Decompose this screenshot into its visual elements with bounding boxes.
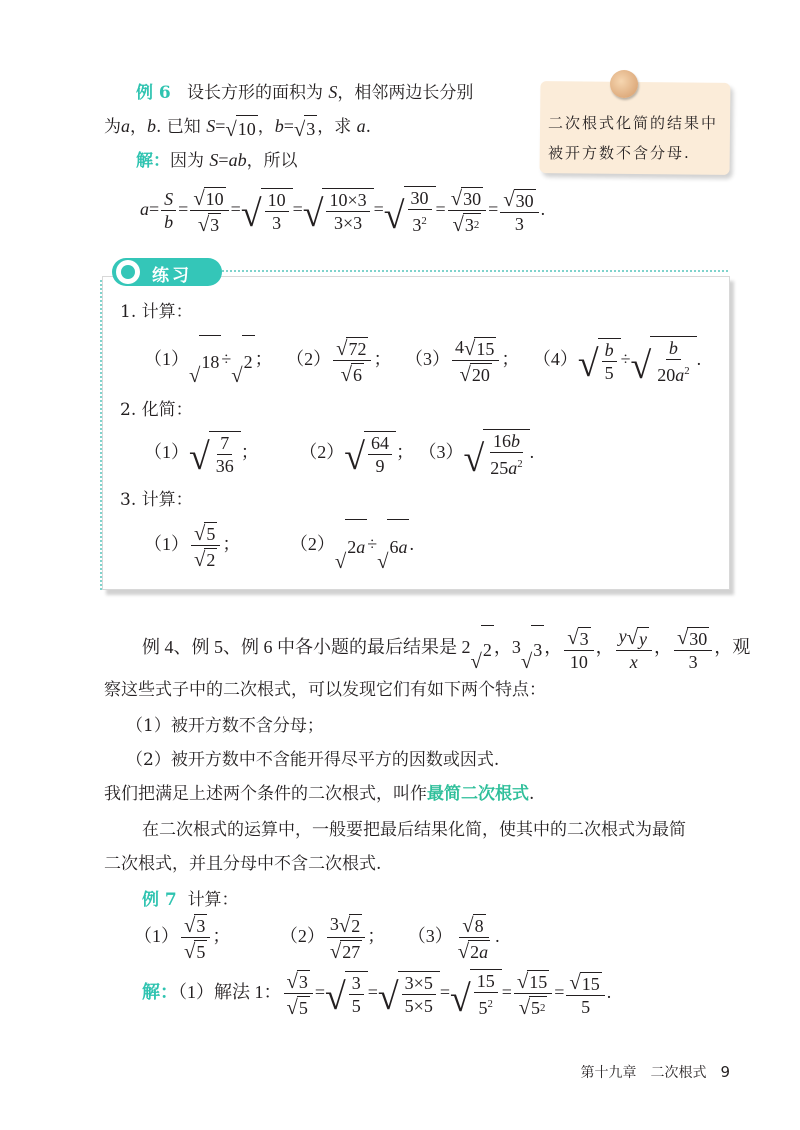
body-text: 例 4、例 5、例 6 中各小题的最后结果是 2 √ 2 ，3 √ 3 ， √ 3 10 ， y √ y x ， √ 30 3 ，观 察这些式子中的二次根式，可以发现它们有如下两个特点： （1）被开方数不含分母； （2）被开方数中不含能开得尽平方的因数或因式. 我们把满足上述两个条件的二次根式，叫作最简二次根式. 在二次根式的运算中，一般要把最后结果化简，使其中的二次根式为最简 二次根式，并且分母中不含二次根式. 例 7 计算： （1） √ 3 √ 5 ； （2） 3 √ 2 √ 27 ； （3） √ 8 √ 2 a . 解：（1）解法 1： √ 3 √ 5 = √ $\frac{3}{5}$ = √ $\frac{3\times 5}{5\times 5}$ = √ $\frac{15}{5^2}$ = √ 15 √ 5 2 = √ 15 5 . [104,625,751,1020]
chapter-title: 第十九章 二次根式 [580,1065,707,1081]
formula-example-6: a= $\frac{S}{b}$ = √ 10 √ 3 = √ $\frac{10}{3}$ = √ $\frac{10\times 3}{3\times 3}$ = √ $\frac{30}{3^2}$ = √ 30 √ 3 2 = √ 30 3 . [140,187,546,237]
example-7-items: （1） √ 3 √ 5 ； （2） 3 √ 2 √ 27 ； （3） √ 8 √ 2 a . [134,913,500,963]
exercise-content [120,296,720,586]
observation-2: （2）被开方数中不含能开得尽平方的因数或因式. [126,750,500,770]
exercise-dotted-top [222,270,728,272]
question-1: 1. 计算： [120,302,193,322]
example-6: 例 6 设长方形的面积为 S，相邻两边长分别 为a，b. 已知 S= √ 10 ，b= √ 3 ，求 a. 解：因为 S=ab，所以 a= $\frac{S}{b}$ = √ 10 √ 3 = √ $\frac{10}{3}$ = √ $\frac{10\times 3}{3\times 3}$ = √ $\frac{30}{3^2}$ = √ 30 √ 3 2 = √ 30 3 . [104,82,546,237]
exercise-title: 练习 [152,266,192,286]
question-3: 3. 计算： [120,490,193,510]
page-number: 9 [720,1063,730,1081]
page-footer [580,1062,730,1082]
question-2: 2. 化简： [120,400,193,420]
exercise-tab [112,258,222,286]
question-2-items: （1） √ $\frac{7}{36}$ ； （2） √ $\frac{64}{9}$ ； （3） √ $\frac{16b}{25a^2}$ . [144,431,535,480]
exercise-icon [116,260,140,284]
observation-1: （1）被开方数不含分母； [126,716,324,736]
question-1-items: （1） √ 18 ÷ √ 2 ； （2） √ 72 √ 6 ； （3） 4 √ 15 √ 20 ； （4） √ $\frac{b}{5}$ ÷ √ $\frac{b}{20a^2}$ . [144,336,702,388]
pin-icon [610,70,638,98]
example-6-label: 例 6 [136,83,171,103]
term-simplest-radical: 最简二次根式 [427,784,529,804]
example-7-solution: 解：（1）解法 1： √ 3 √ 5 = √ $\frac{3}{5}$ = √ $\frac{3\times 5}{5\times 5}$ = √ $\frac{15}{5^2}$ = √ 15 √ 5 2 = √ 15 5 . [142,970,612,1020]
note-text: 二次根式化简的结果中被开方数不含分母. [548,114,719,162]
question-3-items: （1） √ 5 √ 2 ； （2） √ 2 a ÷ √ 6 a . [144,518,414,573]
solution-label: 解： [136,151,170,171]
example-7-label: 例 7 [142,890,177,910]
